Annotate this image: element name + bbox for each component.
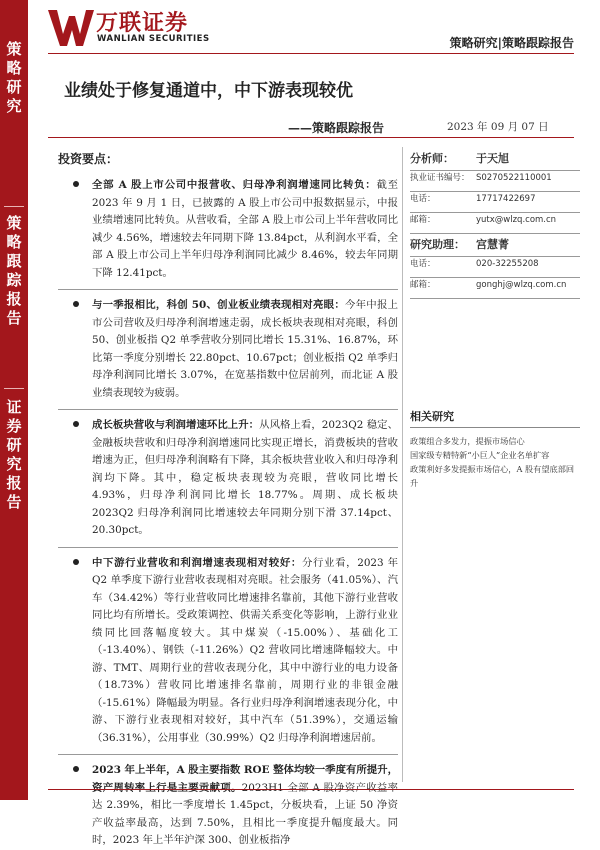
detail-label: 邮箱： <box>410 215 436 225</box>
sidebar-label-strategy: 策略研究 <box>6 40 22 115</box>
investment-highlights <box>58 150 398 850</box>
bullet-icon <box>73 766 79 772</box>
analyst-detail-row <box>410 192 580 211</box>
header-category: 策略研究|策略跟踪报告 <box>449 36 574 50</box>
highlight-lead: 中下游行业营收和利润增速表现相对较好： <box>92 556 302 569</box>
assistant-detail-row <box>410 257 580 276</box>
highlight-body: 2023H1 全部 A 股净资产收益率达 2.39%，相比一季度增长 1.45pct，分板块看，上证 50 净资产收益率最高，达到 7.50%，且相比一季度提升幅度最大。同时，2023 年上半年沪深 300、创业板指净 <box>92 781 399 846</box>
logo-company-name-cn: 万联证券 <box>96 11 189 36</box>
bullet-icon <box>73 559 79 565</box>
analyst-email[interactable]: yutx@wlzq.com.cn <box>476 215 557 225</box>
wanlian-w-logo-icon <box>48 8 94 48</box>
bullet-icon <box>73 181 79 187</box>
logo-company-name-en: WANLIAN SECURITIES <box>97 34 210 44</box>
license-number: S0270522110001 <box>476 173 552 183</box>
assistant-row <box>410 236 580 255</box>
bullet-icon <box>73 421 79 427</box>
report-title: 业绩处于修复通道中，中下游表现较优 <box>64 81 353 101</box>
footer-divider <box>48 789 574 790</box>
highlight-body: 今年中报上市公司营收及归母净利润增速走弱，成长板块表现相对亮眼，科创 50、创业板指 Q2 单季营收分别同比增长 15.31%、16.87%，环比第一季度分别增长 22.80pct、10.67pct；创业板指 Q2 单季归母净利润同比增长 3.07%，在宽基指数中位居前列，而北证 A 股业绩表现较为疲弱。 <box>92 299 399 399</box>
analyst-phone: 17717422697 <box>476 194 536 204</box>
sidebar-label-securities-report: 证券研究报告 <box>6 398 22 511</box>
highlight-divider <box>58 754 398 755</box>
related-research-heading: 相关研究 <box>410 408 580 428</box>
highlight-item <box>58 762 398 850</box>
analyst-info <box>410 150 580 299</box>
related-research <box>410 408 580 490</box>
left-sidebar <box>0 0 28 800</box>
highlight-item <box>58 555 398 748</box>
assistant-name: 宫慧菁 <box>476 238 509 251</box>
assistant-phone: 020-32255208 <box>476 259 539 269</box>
report-date: 2023 年 09 月 07 日 <box>447 121 549 133</box>
analyst-label: 分析师： <box>410 152 454 165</box>
highlight-lead: 2023 年上半年，A 股主要指数 ROE 整体均较一季度有所提升，资产周转率上行是主要贡献项。 <box>92 764 398 794</box>
analyst-detail-row <box>410 171 580 190</box>
highlight-text <box>92 297 398 402</box>
sidebar-divider <box>4 388 24 389</box>
highlight-body: 截至 2023 年 9 月 1 日，已披露的 A 股上市公司中报数据显示，中报业绩增速同比转负。从营收看，全部 A 股上市公司上半年营收同比减少 4.56%，增速较去年同期下降 13.84pct，从利润水平看，全部 A 股上市公司上半年归母净利润同比减少 8.46%，较去年同期下降 12.41pct。 <box>92 179 399 279</box>
column-divider <box>402 147 403 782</box>
highlight-body: 从风格上看，2023Q2 稳定、金融板块营收和归母净利润增速同比实现正增长，消费板块的营收增速为正，但归母净利润略有下降，其余板块营业收入和归母净利润均下降。其中，稳定板块表现较为亮眼，营收同比增长 4.93%，归母净利润同比增长 18.77%。周期、成长板块 2023Q2 归母净利润同比增速较去年同期分别下滑 37.14pct、20.30pct。 <box>92 419 399 536</box>
highlight-text <box>92 762 398 850</box>
title-divider <box>48 137 574 138</box>
highlight-divider <box>58 547 398 548</box>
analyst-detail-row <box>410 213 580 232</box>
header-divider <box>48 53 574 54</box>
detail-label: 执业证书编号： <box>410 173 470 183</box>
highlight-lead: 全部 A 股上市公司中报营收、归母净利润增速同比转负： <box>92 179 377 191</box>
sidebar-label-tracking-report: 策略跟踪报告 <box>6 214 22 327</box>
detail-label: 电话： <box>410 194 436 204</box>
highlight-item <box>58 417 398 540</box>
highlight-body: 分行业看，2023 年 Q2 单季度下游行业营收表现相对亮眼。社会服务（41.05%）、汽车（34.42%）等行业营收同比增速排名靠前，其他下游行业营收同比均有所增长。受政策调控、供需关系变化等影响，上游行业业绩同比回落幅度较大。其中煤炭（-15.00%）、基础化工（-13.40%）、钢铁（-11.26%）Q2 营收同比增速降幅较大。中游、TMT、周期行业的营收表现分化，其中中游行业的电力设备（18.73%）营收同比增速排名靠前，周期行业的非银金融（-15.61%）降幅最为明显。各行业归母净利润增速表现分化，中游、下游行业表现相对较好，其中汽车（51.39%），交通运输（36.31%），公用事业（30.99%）Q2 归母净利润增速居前。 <box>92 556 398 744</box>
highlight-divider <box>58 289 398 290</box>
highlight-item <box>58 297 398 402</box>
highlight-text <box>92 417 398 540</box>
highlight-lead: 与一季报相比，科创 50、创业板业绩表现相对亮眼： <box>92 299 345 311</box>
related-research-item[interactable]: 国家级专精特新“小巨人”企业名单扩容 <box>410 450 550 460</box>
assistant-label: 研究助理： <box>410 238 465 251</box>
highlight-lead: 成长板块营收与利润增速环比上升： <box>92 419 260 431</box>
analyst-divider <box>410 298 580 299</box>
assistant-email[interactable]: gonghj@wlzq.com.cn <box>476 280 567 290</box>
related-research-item[interactable]: 政策利好多发提振市场信心，A 股有望底部回升 <box>410 464 575 488</box>
report-subtitle: ——策略跟踪报告 <box>288 121 385 135</box>
related-research-item[interactable]: 政策组合多发力，提振市场信心 <box>410 436 525 446</box>
highlight-item <box>58 177 398 282</box>
highlight-text <box>92 555 398 748</box>
detail-label: 邮箱： <box>410 280 436 290</box>
highlight-divider <box>58 409 398 410</box>
detail-label: 电话： <box>410 259 436 269</box>
highlights-heading: 投资要点： <box>58 152 119 166</box>
highlight-text <box>92 177 398 282</box>
assistant-detail-row <box>410 278 580 297</box>
bullet-icon <box>73 301 79 307</box>
sidebar-divider <box>4 206 24 207</box>
analyst-name: 于天旭 <box>476 152 509 165</box>
analyst-row <box>410 150 580 169</box>
analyst-divider <box>410 233 580 234</box>
